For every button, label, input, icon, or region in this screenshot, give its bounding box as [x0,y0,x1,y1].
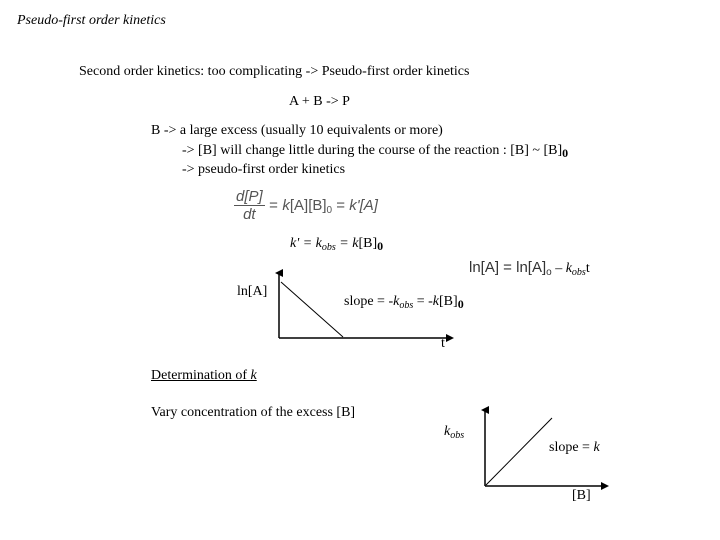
kprime-lhs: k' = [290,236,316,251]
graph1 [279,273,450,338]
ln-ksub: obs [571,267,586,278]
graph1-slope-k2: k [432,294,440,309]
ln-k: k [565,261,572,276]
slide-title: Pseudo-first order kinetics [17,13,166,28]
rate-numerator: d[P] [236,188,263,205]
graph2-xlabel: [B] [572,488,591,503]
rate-equals: = [269,197,278,214]
bullet-concentration-sub: 0 [562,146,569,160]
rate-denominator: dt [234,205,265,223]
kprime-b-sub: 0 [377,239,384,253]
ln-t: t [585,261,590,276]
graph2-slope-prefix: slope = [549,440,594,455]
rate-k: k [282,197,290,214]
determination-k: k [250,368,257,383]
bullet-excess: B -> a large excess (usually 10 equivalents or more) [151,123,443,138]
rate-equals-2: = [336,197,346,214]
rate-kprime: k'[A] [349,197,378,214]
ln-lhs: ln[A] = ln[A] [469,259,547,276]
graph2 [485,410,605,486]
rate-conc-sub: 0 [326,205,333,216]
graph1-xlabel: t [441,336,445,351]
bullet-concentration-text: -> [B] will change little during the course of the reaction : [B] ~ [B] [182,143,563,158]
graph1-ylabel: ln[A] [237,284,268,299]
graph1-decay-line [281,282,343,337]
graph2-linear-line [486,418,552,485]
determination-text: Determination of [151,368,251,383]
graph1-slope-k: k [393,294,400,309]
rate-conc: [A][B] [289,197,327,214]
graph1-slope-bsub: 0 [457,297,464,311]
vary-text: Vary concentration of the excess [B] [151,405,356,420]
graph1-slope-mid: = - [413,294,433,309]
kprime-k: k [352,236,359,251]
intro-text: Second order kinetics: too complicating -> Pseudo-first order kinetics [79,64,470,79]
kprime-kobs: k [315,236,322,251]
graph1-slope-prefix: slope = - [344,294,394,309]
graph2-ylabel-k: k [444,424,451,439]
graph2-ylabel-sub: obs [450,430,465,441]
reaction-equation: A + B -> P [289,94,350,109]
kprime-mid: = [335,236,353,251]
graph2-slope-k: k [593,440,600,455]
graph1-slope-sub: obs [399,300,414,311]
ln-sub: o [546,267,552,278]
bullet-pseudo-first: -> pseudo-first order kinetics [182,162,346,177]
kprime-b: [B] [358,236,378,251]
graph1-slope-b: [B] [439,294,458,309]
kprime-kobs-sub: obs [321,242,336,253]
ln-minus: – [551,261,566,276]
